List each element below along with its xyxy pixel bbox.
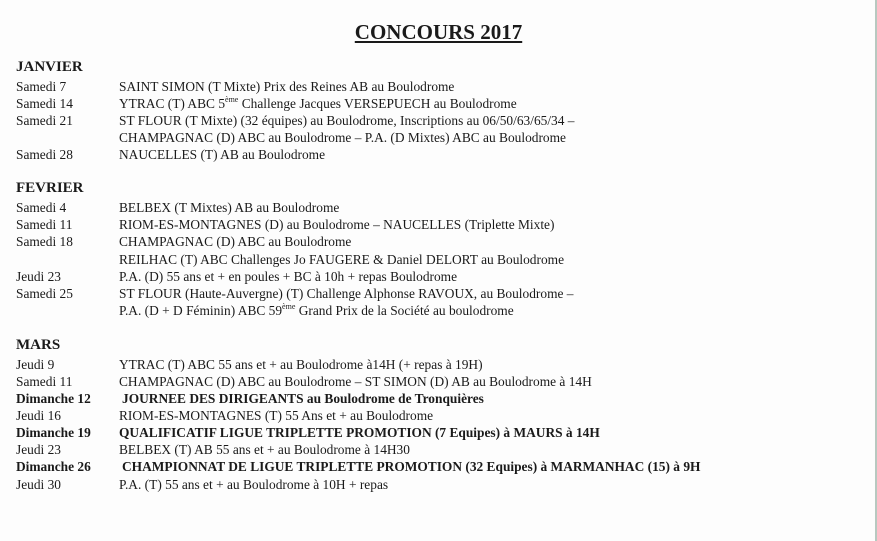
month-heading-fevrier: FEVRIER xyxy=(16,180,84,196)
event-text: P.A. (T) 55 ans et + au Boulodrome à 10H + repas xyxy=(119,477,389,492)
event-text xyxy=(119,95,517,112)
event-date: Samedi 25 xyxy=(16,286,73,301)
event-text: CHAMPAGNAC (D) ABC au Boulodrome – ST SIMON (D) AB au Boulodrome à 14H xyxy=(119,374,592,389)
event-text: CHAMPAGNAC (D) ABC au Boulodrome xyxy=(119,234,352,249)
event-text: BELBEX (T) AB 55 ans et + au Boulodrome à 14H30 xyxy=(119,442,410,457)
event-date: Dimanche 12 xyxy=(16,391,91,406)
event-text-part: YTRAC (T) ABC 5 xyxy=(119,96,226,111)
event-text: YTRAC (T) ABC 55 ans et + au Boulodrome à14H (+ repas à 19H) xyxy=(119,357,483,372)
event-text xyxy=(119,302,514,319)
event-text: JOURNEE DES DIRIGEANTS au Boulodrome de Tronquières xyxy=(122,391,484,406)
event-date: Jeudi 23 xyxy=(16,442,62,457)
event-text: P.A. (D) 55 ans et + en poules + BC à 10h + repas Boulodrome xyxy=(119,269,458,284)
event-text-part: P.A. (D + D Féminin) ABC 59 xyxy=(119,303,283,318)
event-date: Dimanche 26 xyxy=(16,459,91,474)
month-heading-mars: MARS xyxy=(16,337,61,353)
event-date: Jeudi 9 xyxy=(16,357,55,372)
event-date: Samedi 11 xyxy=(16,217,73,232)
event-date: Jeudi 23 xyxy=(16,269,62,284)
event-date: Samedi 14 xyxy=(16,96,73,111)
event-text: QUALIFICATIF LIGUE TRIPLETTE PROMOTION (7 Equipes) à MAURS à 14H xyxy=(119,425,600,440)
event-text-part: Challenge Jacques VERSEPUECH au Boulodrome xyxy=(238,96,517,111)
page-title: CONCOURS 2017 xyxy=(354,20,523,44)
event-text: ST FLOUR (T Mixte) (32 équipes) au Boulodrome, Inscriptions au 06/50/63/65/34 – xyxy=(119,113,575,128)
event-text: BELBEX (T Mixtes) AB au Boulodrome xyxy=(119,200,340,215)
event-date: Samedi 4 xyxy=(16,200,67,215)
event-text: RIOM-ES-MONTAGNES (D) au Boulodrome – NAUCELLES (Triplette Mixte) xyxy=(119,217,555,232)
event-date: Samedi 28 xyxy=(16,147,73,162)
event-text: SAINT SIMON (T Mixte) Prix des Reines AB au Boulodrome xyxy=(119,79,455,94)
event-text: REILHAC (T) ABC Challenges Jo FAUGERE & Daniel DELORT au Boulodrome xyxy=(119,252,565,267)
event-text: NAUCELLES (T) AB au Boulodrome xyxy=(119,147,326,162)
event-date: Dimanche 19 xyxy=(16,425,91,440)
ordinal-superscript: ème xyxy=(225,95,239,104)
event-text: ST FLOUR (Haute-Auvergne) (T) Challenge Alphonse RAVOUX, au Boulodrome – xyxy=(119,286,574,301)
event-date: Jeudi 16 xyxy=(16,408,62,423)
event-date: Samedi 7 xyxy=(16,79,67,94)
event-date: Samedi 21 xyxy=(16,113,73,128)
event-text-part: Grand Prix de la Société au boulodrome xyxy=(295,303,514,318)
event-text: CHAMPIONNAT DE LIGUE TRIPLETTE PROMOTION (32 Equipes) à MARMANHAC (15) à 9H xyxy=(122,459,701,474)
month-heading-janvier: JANVIER xyxy=(16,59,83,75)
event-text: RIOM-ES-MONTAGNES (T) 55 Ans et + au Boulodrome xyxy=(119,408,434,423)
event-date: Samedi 11 xyxy=(16,374,73,389)
event-date: Jeudi 30 xyxy=(16,477,62,492)
event-text: CHAMPAGNAC (D) ABC au Boulodrome – P.A. (D Mixtes) ABC au Boulodrome xyxy=(119,130,566,145)
event-date: Samedi 18 xyxy=(16,234,73,249)
ordinal-superscript: ème xyxy=(282,302,296,311)
